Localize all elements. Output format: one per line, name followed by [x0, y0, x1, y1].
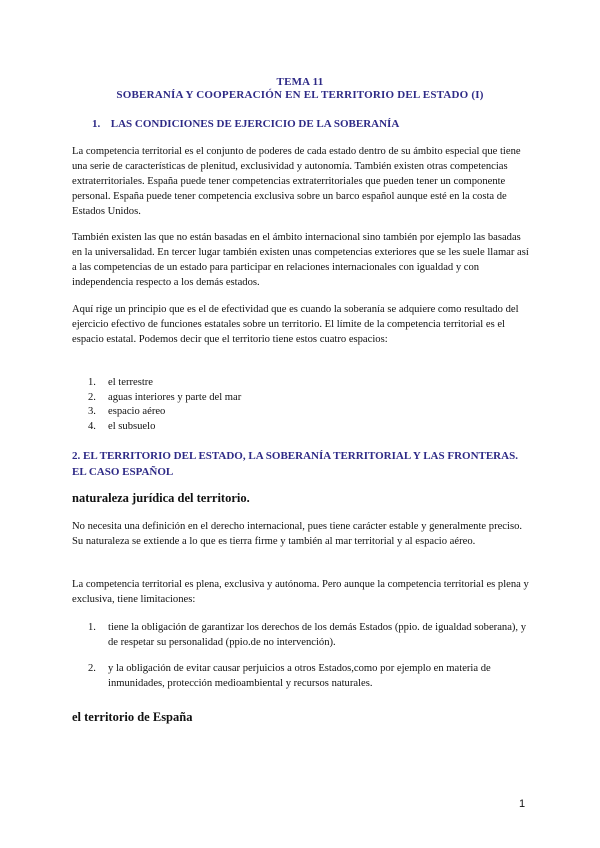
- paragraph: La competencia territorial es el conjunto de poderes de cada estado dentro de su ámbito especial que tiene una serie de características de plenitud, exclusividad y autonomía. También existen otras competencias extraterritoriales. España puede tener competencias extraterritoriales que pueden tener un componente personal. España puede tener competencia exclusiva sobre un barco español aunque esté en la costa de Estados Unidos.: [72, 146, 521, 217]
- list-item: 2. y la obligación de evitar causar perjuicios a otros Estados,como por ejemplo en materia de inmunidades, protección medioambiental y recursos naturales.: [88, 663, 491, 689]
- spaces-list: [88, 376, 241, 434]
- section-2-heading: 2. EL TERRITORIO DEL ESTADO, LA SOBERANÍA TERRITORIAL Y LAS FRONTERAS. EL CASO ESPAÑOL: [72, 450, 518, 478]
- section-1-title: LAS CONDICIONES DE EJERCICIO DE LA SOBERANÍA: [110, 118, 400, 130]
- list-item: 2. aguas interiores y parte del mar: [88, 391, 242, 403]
- page-number: 1: [519, 798, 526, 810]
- list-item: 3. espacio aéreo: [88, 406, 166, 417]
- list-item: 4. el subsuelo: [88, 420, 156, 432]
- section-1-heading: [92, 118, 399, 130]
- tema-number: TEMA 11: [276, 76, 324, 88]
- list-item: 1. tiene la obligación de garantizar los derechos de los demás Estados (ppio. de igualdad soberana), y de respetar su personalidad (ppio.de no intervención).: [88, 622, 527, 648]
- paragraph: También existen las que no están basadas en el ámbito internacional sino también por ejemplo las basadas en la universalidad. En tercer lugar también existen unas competencias exteriores que se les suele llamar así a las competencias de un estado para participar en relaciones internacionales con igualdad y con independencia respecto a los demás estados.: [72, 232, 529, 288]
- document-title: SOBERANÍA Y COOPERACIÓN EN EL TERRITORIO DEL ESTADO (I): [116, 89, 484, 101]
- limitations-list: [88, 620, 530, 702]
- subheading-naturaleza: naturaleza jurídica del territorio.: [72, 491, 250, 505]
- subheading-territorio-espana: el territorio de España: [72, 710, 193, 724]
- paragraph: La competencia territorial es plena, exclusiva y autónoma. Pero aunque la competencia territorial es plena y exclusiva, tiene limitaciones:: [72, 579, 529, 605]
- paragraph: No necesita una definición en el derecho internacional, pues tiene carácter estable y generalmente preciso. Su naturaleza se extiende a lo que es tierra firme y también al mar territorial y al espacio aéreo.: [72, 521, 523, 547]
- section-1-number: 1.: [92, 118, 101, 130]
- paragraph: Aquí rige un principio que es el de efectividad que es cuando la soberanía se adquiere como resultado del ejercicio efectivo de funciones estatales sobre un territorio. El límite de la competencia territorial es el espacio estatal. Podemos decir que el territorio tiene estos cuatro espacios:: [72, 304, 519, 345]
- list-item: 1. el terrestre: [88, 377, 153, 388]
